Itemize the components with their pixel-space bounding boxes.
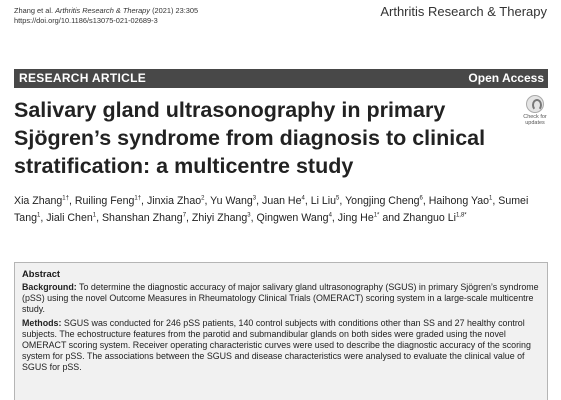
author-affiliation: 4 bbox=[301, 195, 305, 202]
author-affiliation: 7 bbox=[182, 212, 187, 219]
author-affiliation: 1 bbox=[36, 212, 41, 219]
author-name[interactable]: Zhanguo $Li^{1,8*}$ bbox=[402, 212, 467, 224]
author-affiliation: 4 bbox=[328, 212, 332, 219]
author-name[interactable]: Jing $He^{1*}$ bbox=[337, 212, 380, 224]
author-name[interactable]: Sumei Tang$^1$ bbox=[14, 195, 529, 224]
abstract-background bbox=[22, 282, 540, 315]
citation-authors: Zhang et al. bbox=[14, 6, 54, 15]
article-type-label: RESEARCH ARTICLE bbox=[19, 71, 147, 85]
author-name[interactable]: Li Liu$^5$ bbox=[310, 195, 340, 207]
author-name[interactable]: Qingwen Wang$^4$ bbox=[256, 212, 332, 224]
journal-name: Arthritis Research & Therapy bbox=[380, 4, 547, 19]
author-affiliation: 5 bbox=[336, 195, 340, 202]
author-name[interactable]: Shanshan Zhang$^7$ bbox=[101, 212, 187, 224]
article-type-bar bbox=[14, 69, 548, 88]
author-affiliation: 3 bbox=[252, 195, 257, 202]
author-name[interactable]: Jiali Chen$^1$ bbox=[46, 212, 97, 224]
author-affiliation: 1 bbox=[92, 212, 97, 219]
abstract-methods bbox=[22, 318, 540, 373]
doi-link[interactable]: https://doi.org/10.1186/s13075-021-02689-3 bbox=[14, 16, 158, 25]
background-label: Background: bbox=[22, 282, 77, 292]
check-for-updates-label: Check for updates bbox=[523, 114, 547, 126]
author-name[interactable]: Yu Wang$^3$ bbox=[210, 195, 257, 207]
author-name[interactable]: Jinxia Zhao$^2$ bbox=[146, 195, 205, 207]
author-list: Xia Zhang$^{1\dagger}$, Ruiling Feng$^{1\dagger}$, Jinxia Zhao$^2$, Yu Wang$^3$, Juan He$^4$, Li Liu$^5$, Yongjing Cheng$^6$, Haihong Yao$^1$, Sumei Tang$^1$, Jiali Chen$^1$, Shanshan Zhang$^7$, Zhiyi Zhang$^3$, Qingwen Wang$^4$, Jing $He^{1*}$ and Zhanguo $Li^{1,8*}$ bbox=[14, 195, 529, 224]
author-name[interactable]: Haihong Yao$^1$ bbox=[428, 195, 493, 207]
citation-line bbox=[14, 6, 198, 16]
author-affiliation: 1† bbox=[134, 195, 142, 202]
methods-text: SGUS was conducted for 246 pSS patients, 140 control subjects with conditions other than SS and 27 healthy control subjects. The echostructure features from the parotid and submandibular glands on both sides were graded using the novel OMERACT scoring system. Receiver operating characteristic curves were used to describe the diagnostic accuracy of the scoring system for pSS. The associations between the SGUS and disease characteristics were analysed to evaluate the clinical value of SGUS for pSS. bbox=[22, 318, 531, 372]
author-affiliation: 3 bbox=[247, 212, 251, 219]
author-affiliation: 1,8* bbox=[455, 212, 467, 219]
methods-label: Methods: bbox=[22, 318, 62, 328]
check-for-updates-badge[interactable] bbox=[520, 95, 550, 129]
citation-header bbox=[14, 6, 198, 26]
author-affiliation: 1 bbox=[489, 195, 493, 202]
author-name[interactable]: Juan He$^4$ bbox=[262, 195, 305, 207]
article-title: Salivary gland ultrasonography in primary Sjögren’s syndrome from diagnosis to clinical stratification: a multicentre study bbox=[14, 98, 486, 178]
citation-journal: Arthritis Research & Therapy bbox=[55, 6, 150, 15]
author-affiliation: 2 bbox=[201, 195, 205, 202]
author-affiliation: 1* bbox=[373, 212, 380, 219]
author-affiliation: 6 bbox=[419, 195, 423, 202]
author-name[interactable]: Zhiyi Zhang$^3$ bbox=[191, 212, 251, 224]
author-name[interactable]: Xia Zhang$^{1\dagger}$ bbox=[14, 195, 69, 207]
author-name[interactable]: Ruiling Feng$^{1\dagger}$ bbox=[74, 195, 142, 207]
open-access-label[interactable]: Open Access bbox=[468, 71, 544, 85]
author-affiliation: 1† bbox=[62, 195, 69, 202]
abstract-heading: Abstract bbox=[22, 268, 61, 279]
check-for-updates-icon bbox=[526, 95, 544, 113]
citation-year-volume: (2021) 23:305 bbox=[152, 6, 199, 15]
abstract-box bbox=[14, 262, 548, 400]
background-text: To determine the diagnostic accuracy of major salivary gland ultrasonography (SGUS) in primary Sjögren’s syndrome (pSS) using the novel Outcome Measures in Rheumatology Clinical Trials (OMERACT) scoring system in a large-scale multicentre study. bbox=[22, 282, 539, 314]
author-name[interactable]: Yongjing Cheng$^6$ bbox=[345, 195, 423, 207]
